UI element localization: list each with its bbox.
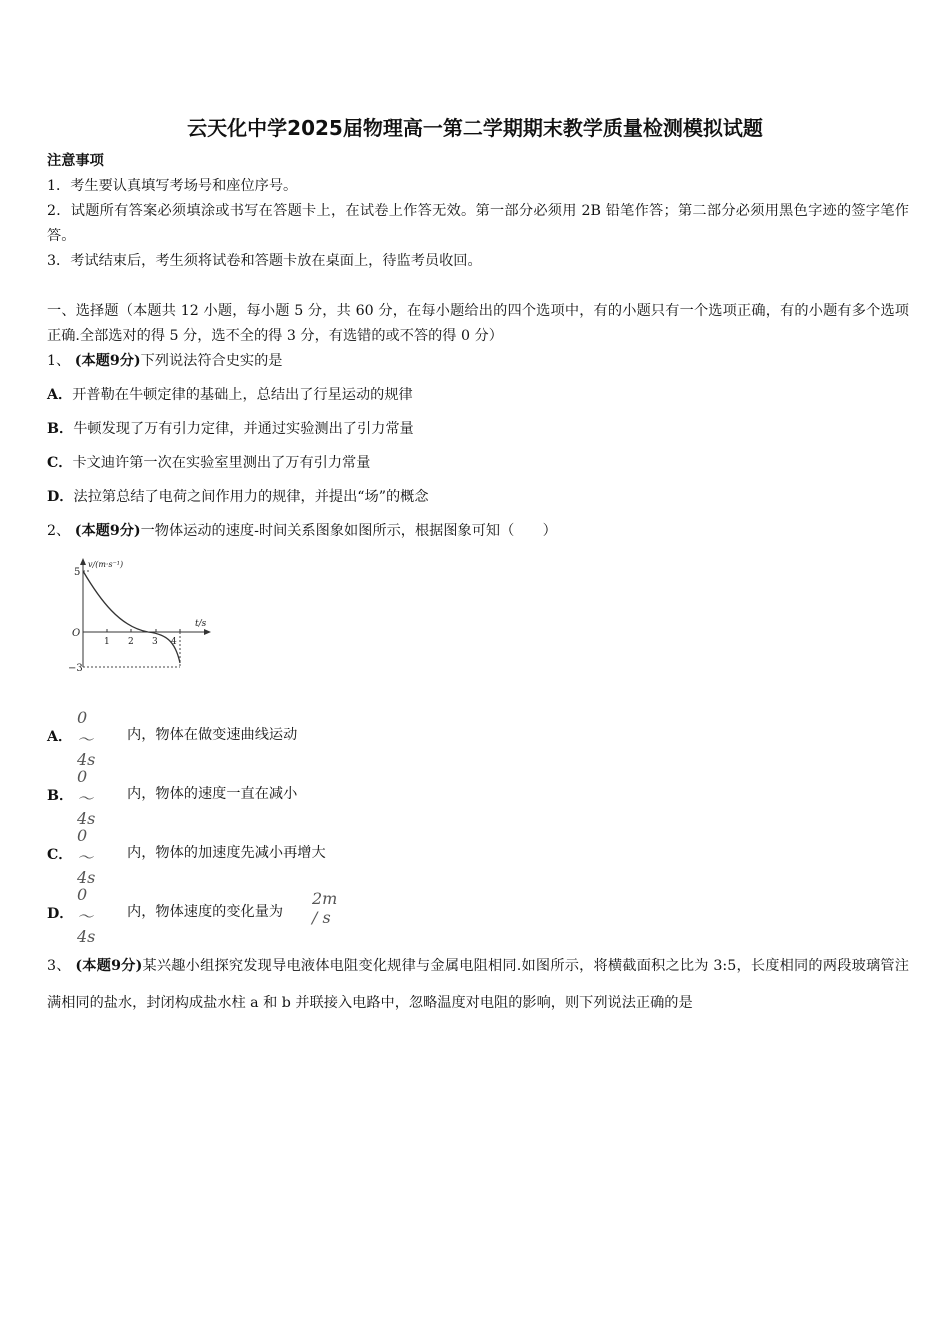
x-tick-1: 1 bbox=[104, 637, 110, 647]
option-label: C． bbox=[47, 455, 73, 471]
question-text: 一物体运动的速度-时间关系图象如图所示，根据图象可知（ ） bbox=[140, 523, 557, 539]
notice-item-3: 3．考试结束后，考生须将试卷和答题卡放在桌面上，待监考员收回。 bbox=[47, 253, 482, 269]
question-number: 1、 bbox=[47, 353, 71, 369]
notice-item-1: 1．考生要认真填写考场号和座位序号。 bbox=[47, 178, 298, 194]
question-2-stem bbox=[47, 519, 909, 544]
option-text: 内，物体的加速度先减小再增大 bbox=[127, 845, 326, 861]
question-number: 3、 bbox=[47, 958, 71, 974]
question-tag: (本题9分) bbox=[74, 353, 141, 369]
page-title: 云天化中学2025届物理高一第二学期期末教学质量检测模拟试题 bbox=[187, 116, 763, 140]
section-intro: 一、选择题（本题共 12 小题，每小题 5 分，共 60 分，在每小题给出的四个选项中，有的小题只有一个选项正确，有的小题有多个选项正确.全部选对的得 5 分，选不全的得 3 分，有选错的或不答的得 0 分） bbox=[47, 303, 909, 344]
option-label: D． bbox=[47, 906, 74, 922]
x-tick-2: 2 bbox=[128, 637, 134, 647]
question-text: 某兴趣小组探究发现导电液体电阻变化规律与金属电阻相同.如图所示，将横截面积之比为 3:5，长度相同的两段玻璃管注满相同的盐水，封闭构成盐水柱 a 和 b 并联接入电路中，忽略温度对电阻的影响，则下列说法正确的是 bbox=[47, 958, 909, 1011]
question-1-option-c[interactable] bbox=[47, 451, 909, 476]
option-label: B． bbox=[47, 788, 74, 804]
y-tick-5: 5 bbox=[74, 567, 81, 578]
notice-heading: 注意事项 bbox=[47, 153, 104, 169]
option-math: 0～4s bbox=[77, 885, 96, 946]
option-label: C． bbox=[47, 847, 73, 863]
option-text: 法拉第总结了电荷之间作用力的规律，并提出“场”的概念 bbox=[73, 489, 429, 505]
option-math: 0～4s bbox=[77, 767, 96, 828]
y-axis-label: v/(m·s⁻¹) bbox=[88, 560, 124, 569]
question-number: 2、 bbox=[47, 523, 71, 539]
question-text: 下列说法符合史实的是 bbox=[140, 353, 283, 369]
option-text: 卡文迪许第一次在实验室里测出了万有引力常量 bbox=[72, 455, 371, 471]
velocity-time-graph bbox=[60, 555, 220, 675]
question-tag: (本题9分) bbox=[75, 958, 143, 974]
question-1-option-a[interactable] bbox=[47, 383, 909, 408]
question-1-option-d[interactable] bbox=[47, 485, 909, 510]
option-label: B． bbox=[47, 421, 74, 437]
y-tick-neg3: −3 bbox=[68, 663, 83, 674]
option-text: 内，物体速度的变化量为 bbox=[127, 904, 284, 920]
question-tag: (本题9分) bbox=[74, 523, 141, 539]
option-text: 牛顿发现了万有引力定律，并通过实验测出了引力常量 bbox=[73, 421, 414, 437]
velocity-curve bbox=[83, 571, 180, 663]
x-axis-arrow bbox=[204, 629, 211, 635]
notice-item-2: 2．试题所有答案必须填涂或书写在答题卡上，在试卷上作答无效。第一部分必须用 2B 铅笔作答；第二部分必须用黑色字迹的签字笔作答。 bbox=[47, 203, 909, 244]
option-text: 内，物体的速度一直在减小 bbox=[127, 786, 298, 802]
question-3-stem bbox=[47, 948, 909, 1022]
option-math-value: 2m / s bbox=[312, 889, 338, 927]
x-tick-3: 3 bbox=[152, 637, 158, 647]
option-text: 开普勒在牛顿定律的基础上，总结出了行星运动的规律 bbox=[72, 387, 413, 403]
option-label: D． bbox=[47, 489, 74, 505]
question-1-stem bbox=[47, 349, 909, 374]
y-axis-arrow bbox=[80, 558, 86, 565]
question-1-option-b[interactable] bbox=[47, 417, 909, 442]
option-text: 内，物体在做变速曲线运动 bbox=[127, 727, 298, 743]
x-tick-4: 4 bbox=[171, 637, 177, 647]
option-math: 0～4s bbox=[77, 708, 96, 769]
option-label: A． bbox=[47, 387, 73, 403]
x-axis-label: t/s bbox=[195, 619, 207, 629]
option-label: A． bbox=[47, 729, 73, 745]
option-math: 0～4s bbox=[77, 826, 96, 887]
origin-label: O bbox=[72, 628, 81, 639]
